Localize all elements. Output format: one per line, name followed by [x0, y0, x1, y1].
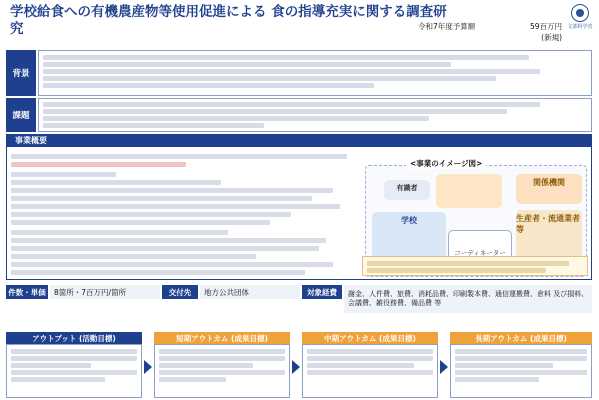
ministry-logo — [566, 4, 594, 30]
council-node — [436, 174, 502, 208]
school-node: 学校 — [372, 212, 446, 274]
expert-node: 有識者 — [384, 180, 430, 200]
agency-node: 関係機関 — [516, 174, 582, 204]
page-title: 学校給食への有機農産物等使用促進による 食の指導充実に関する調査研究 — [10, 4, 447, 37]
ministry-name: 文部科学省 — [567, 24, 593, 30]
meta-row — [6, 285, 592, 307]
grantee-value: 地方公共団体 — [200, 285, 300, 299]
coordinator-node: コーディネーター — [448, 230, 512, 274]
arrow-icon — [440, 360, 448, 374]
mid-outcome-box — [302, 344, 438, 398]
output-heading: アウトプット (活動目標) — [6, 332, 142, 344]
background-box — [38, 50, 592, 96]
expense-value: 謝金、人件費、旅費、消耗品費、印刷製本費、通信運搬費、倉料 及び損料、会議費、雑役務費、備品費 等 — [344, 285, 592, 313]
grantee-label: 交付先 — [162, 285, 198, 299]
budget-new-tag: (新規) — [541, 33, 562, 42]
outline-heading: 事業概要 — [7, 135, 591, 147]
ministry-emblem-icon — [571, 4, 589, 22]
items-value: 8箇所・7百万円/箇所 — [50, 285, 160, 299]
outline-text — [11, 151, 361, 278]
long-outcome-box — [450, 344, 592, 398]
background-label: 背景 — [6, 50, 36, 96]
mid-outcome-heading: 中期アウトカム (成果目標) — [302, 332, 438, 344]
arrow-icon — [292, 360, 300, 374]
short-outcome-heading: 短期アウトカム (成果目標) — [154, 332, 290, 344]
diagram-title: <事業のイメージ図> — [406, 158, 486, 169]
diagram-result-box — [362, 256, 588, 276]
items-label: 件数・単価 — [6, 285, 48, 299]
expense-label: 対象経費 — [302, 285, 342, 299]
short-outcome-box — [154, 344, 290, 398]
issues-box — [38, 98, 592, 132]
arrow-icon — [144, 360, 152, 374]
issues-label: 課題 — [6, 98, 36, 132]
producer-node: 生産者・流通業者等 — [516, 210, 582, 274]
output-box — [6, 344, 142, 398]
budget-label: 令和7年度予算額 — [418, 22, 476, 31]
long-outcome-heading: 長期アウトカム (成果目標) — [450, 332, 592, 344]
budget-amount: 59百万円 — [529, 22, 562, 31]
